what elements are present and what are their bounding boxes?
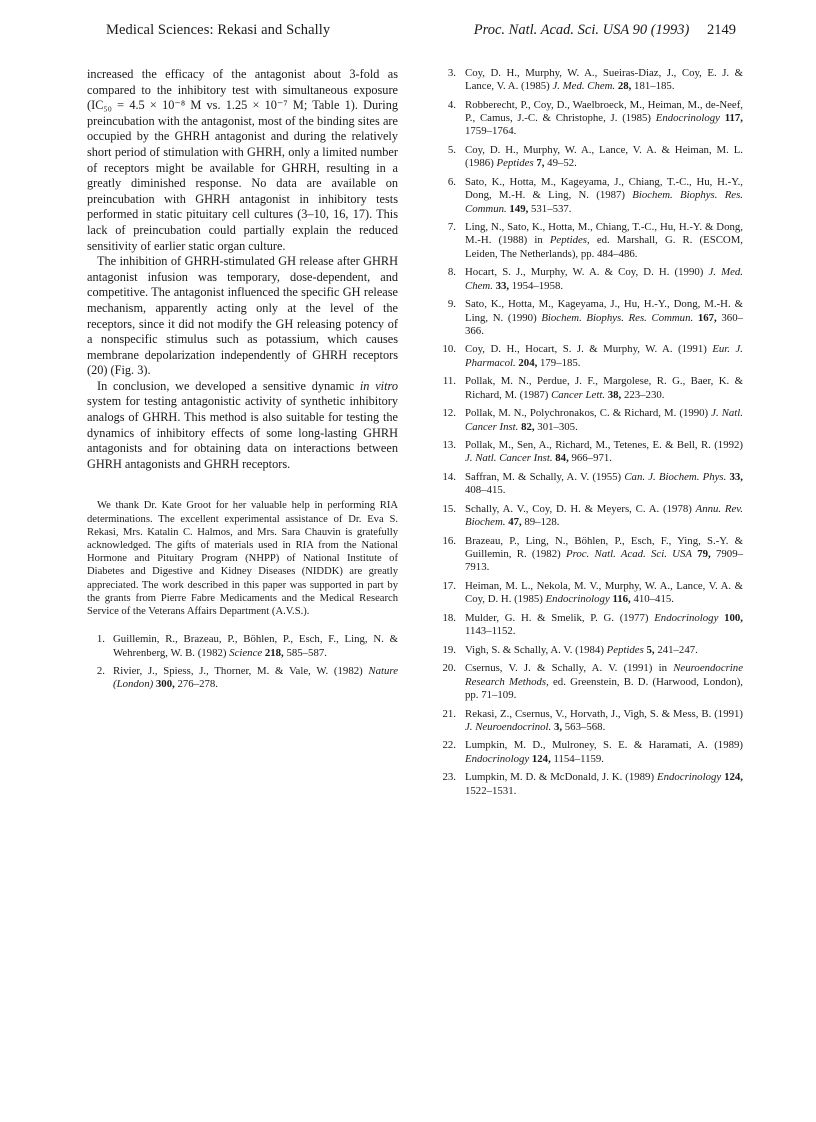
reference-pages: 531–537. <box>528 202 572 215</box>
reference-journal: Endocrinology <box>655 112 720 125</box>
reference-item <box>434 144 743 171</box>
reference-number: 12. <box>442 407 456 420</box>
reference-number: 16. <box>442 534 456 547</box>
reference-item <box>434 708 743 735</box>
reference-number: 11. <box>442 375 456 388</box>
reference-volume: 84, <box>555 452 569 465</box>
reference-pages: ed. Marshall, G. R. (ESCOM, Leiden, The Netherlands), pp. 484–486. <box>465 234 744 260</box>
reference-volume: 79, <box>697 548 711 561</box>
reference-authors: Robberecht, P., Coy, D., Waelbroeck, M., Heiman, M., de-Neef, P., Camus, J.-C. & Christophe, J. (1985) <box>465 98 743 125</box>
reference-number: 18. <box>442 611 456 624</box>
reference-volume: 100, <box>724 611 743 624</box>
reference-journal: J. Natl. Cancer Inst. <box>465 452 553 465</box>
reference-journal: Peptides <box>606 643 644 656</box>
reference-authors: Sato, K., Hotta, M., Kageyama, J., Hu, H.-Y., Dong, M.-H. & Ling, N. (1990) <box>465 298 743 324</box>
reference-journal: Biochem. Biophys. Res. Commun. <box>465 189 743 215</box>
reference-item <box>87 665 398 692</box>
reference-pages: 89–128. <box>521 516 560 529</box>
reference-item <box>87 633 398 660</box>
reference-item <box>434 535 743 575</box>
reference-volume: 7, <box>536 157 545 170</box>
journal-citation <box>474 22 736 39</box>
reference-volume: 33, <box>729 470 743 483</box>
reference-volume: 28, <box>617 80 632 93</box>
reference-journal: Eur. J. Pharmacol. <box>465 343 743 369</box>
reference-number: 6. <box>447 175 456 188</box>
reference-journal: J. Natl. Cancer Inst. <box>465 407 743 433</box>
reference-pages: 966–971. <box>568 452 612 465</box>
reference-number: 23. <box>442 771 456 784</box>
reference-number: 15. <box>442 502 456 515</box>
para3-start: In conclusion, we developed a sensitive dynamic <box>97 378 360 393</box>
reference-authors: Lumpkin, M. D., Mulroney, S. E. & Haramati, A. (1989) <box>465 739 743 752</box>
body-paragraph-1: increased the efficacy of the antagonist about 3-fold as compared to the inhibitory test with simultaneous exposure (IC₅₀ = 4.5 × 10⁻⁸ M vs. 1.25 × 10⁻⁷ M; Table 1). During preincubation with the antagonist, most of the binding sites are occupied by the GHRH antagonist and during the relatively short period of stimulation with GHRH, only a limited number of receptors might be available for GHRH, resulting in a greatly diminished response. No data are available on preincubation with GHRH antagonist in inhibitory tests performed in static pituitary cell cultures (3–10, 16, 17). This lack of preincubation could partially explain the reduced sensitivity of earlier static organ culture. <box>87 67 398 253</box>
reference-pages: 181–185. <box>631 80 675 93</box>
reference-authors: Rivier, J., Spiess, J., Thorner, M. & Vale, W. (1982) <box>113 664 369 677</box>
reference-pages: 410–415. <box>630 593 674 606</box>
reference-authors: Csernus, V. J. & Schally, A. V. (1991) in <box>465 662 674 675</box>
reference-journal: Neuroendocrine Research Methods, <box>465 662 743 688</box>
left-column <box>87 67 398 696</box>
page-number: 2149 <box>707 22 736 38</box>
reference-journal: Cancer Lett. <box>551 388 606 401</box>
reference-volume: 149, <box>509 202 529 215</box>
reference-item <box>434 739 743 766</box>
reference-authors: Vigh, S. & Schally, A. V. (1984) <box>465 643 607 656</box>
reference-pages: 7909–7913. <box>465 548 744 574</box>
reference-item <box>434 407 743 434</box>
reference-journal: Peptides, <box>549 234 590 247</box>
reference-authors: Saffran, M. & Schally, A. V. (1955) <box>465 470 625 483</box>
reference-pages: 563–568. <box>562 720 606 733</box>
reference-item <box>434 471 743 498</box>
running-header <box>86 22 736 42</box>
reference-number: 20. <box>442 662 456 675</box>
reference-volume: 124, <box>724 771 743 784</box>
para3-end: system for testing antagonistic activity of synthetic inhibitory analogs of GHRH. This method is also suitable for testing the dynamics of inhibitory effects of some long-lasting GHRH antagonists and for obtaining data on interactions between GHRH antagonists and GHRH receptors. <box>87 394 398 471</box>
acknowledgment: We thank Dr. Kate Groot for her valuable help in performing RIA determinations. The excellent experimental assistance of Dr. Eva S. Rekasi, Mrs. Katalin C. Halmos, and Mrs. Sara Chauvin is gratefully acknowledged. The gifts of materials used in RIA from the National Hormone and Pituitary Program (NHPP) of National Institute of Diabetes and Digestive and Kidney Diseases (NIDDK) are greatly appreciated. The work described in this paper was supported in part by the grants from Pierre Fabre Medicaments and the Medical Research Service of the Veterans Affairs Department (A.V.S.). <box>87 500 398 618</box>
reference-item <box>434 503 743 530</box>
reference-number: 5. <box>447 144 456 157</box>
reference-authors: Sato, K., Hotta, M., Kageyama, J., Chiang, T.-C., Hu, H.-Y., Dong, M.-H. & Ling, N. (1987) <box>465 175 743 202</box>
reference-pages: 276–278. <box>174 678 218 691</box>
reference-volume: 38, <box>607 388 622 401</box>
reference-authors: Guillemin, R., Brazeau, P., Böhlen, P., Esch, F., Ling, N. & Wehrenberg, W. B. (1982) <box>113 633 398 659</box>
reference-authors: Heiman, M. L., Nekola, M. V., Murphy, W. A., Lance, V. A. & Coy, D. H. (1985) <box>465 579 743 606</box>
reference-pages: 179–185. <box>537 356 581 369</box>
reference-number: 9. <box>447 298 456 311</box>
reference-pages: 1154–1159. <box>550 752 604 765</box>
reference-volume: 82, <box>521 420 535 433</box>
reference-journal: Annu. Rev. Biochem. <box>465 502 743 529</box>
reference-journal: Biochem. Biophys. Res. Commun. <box>541 311 694 324</box>
reference-item <box>434 266 743 293</box>
reference-volume: 167, <box>697 311 717 324</box>
reference-number: 1. <box>96 633 105 646</box>
reference-journal: Peptides <box>496 157 534 170</box>
reference-item <box>434 662 743 702</box>
reference-authors: Pollak, M. N., Polychronakos, C. & Richard, M. (1990) <box>465 407 712 420</box>
reference-item <box>434 67 743 94</box>
reference-number: 10. <box>442 343 456 356</box>
para3-italic: in vitro <box>359 378 398 393</box>
reference-number: 17. <box>442 579 456 592</box>
reference-number: 7. <box>447 221 456 234</box>
reference-volume: 47, <box>508 516 522 529</box>
reference-item <box>434 221 743 261</box>
reference-pages: 1143–1152. <box>465 625 516 638</box>
reference-authors: Schally, A. V., Coy, D. H. & Meyers, C. A. (1978) <box>465 502 696 515</box>
reference-volume: 33, <box>495 279 510 292</box>
reference-volume: 124, <box>531 752 551 765</box>
reference-journal: Can. J. Biochem. Phys. <box>624 470 727 483</box>
reference-journal: J. Med. Chem. <box>465 266 743 292</box>
body-paragraph-2: The inhibition of GHRH-stimulated GH release after GHRH antagonist infusion was temporary, dose-dependent, and competitive. The antagonist influenced the specific GH release mechanism, apparently acting only at the level of the receptors, since it did not modify the GH releasing potency of a nonspecific stimulus such as potassium, which causes membrane depolarization independently of GHRH receptors (20) (Fig. 3). <box>87 254 398 378</box>
reference-pages: 408–415. <box>465 484 506 497</box>
reference-number: 19. <box>442 643 456 656</box>
reference-item <box>434 644 743 657</box>
reference-number: 8. <box>447 266 456 279</box>
reference-journal: Endocrinology <box>656 771 722 784</box>
reference-item <box>434 343 743 370</box>
reference-authors: Rekasi, Z., Csernus, V., Horvath, J., Vigh, S. & Mess, B. (1991) <box>465 707 743 720</box>
reference-list-left <box>87 633 398 691</box>
reference-item <box>434 375 743 402</box>
reference-pages: ed. Greenstein, B. D. (Harwood, London), pp. 71–109. <box>465 675 743 701</box>
reference-item <box>434 439 743 466</box>
section-and-authors: Medical Sciences: Rekasi and Schally <box>106 22 331 38</box>
reference-authors: Pollak, M., Sen, A., Richard, M., Tetenes, E. & Bell, R. (1992) <box>465 439 743 452</box>
body-paragraph-3 <box>87 379 398 473</box>
reference-item <box>434 99 743 139</box>
reference-journal: Nature (London) <box>113 664 398 691</box>
reference-pages: 223–230. <box>621 388 665 401</box>
reference-authors: Hocart, S. J., Murphy, W. A. & Coy, D. H. (1990) <box>465 266 709 279</box>
reference-authors: Lumpkin, M. D. & McDonald, J. K. (1989) <box>465 771 657 784</box>
right-column <box>434 67 743 803</box>
reference-journal: Endocrinology <box>465 752 530 765</box>
reference-item <box>434 298 743 338</box>
reference-volume: 5, <box>646 643 655 656</box>
reference-journal: Science <box>229 646 263 659</box>
reference-volume: 218, <box>264 646 284 659</box>
reference-number: 2. <box>96 664 105 677</box>
reference-authors: Coy, D. H., Murphy, W. A., Lance, V. A. & Heiman, M. L. (1986) <box>465 144 743 170</box>
reference-list-right <box>434 67 743 798</box>
reference-item <box>434 771 743 798</box>
reference-number: 4. <box>447 98 456 111</box>
reference-number: 22. <box>442 739 456 752</box>
reference-volume: 3, <box>553 720 563 733</box>
reference-item <box>434 176 743 216</box>
reference-journal: Endocrinology <box>654 611 719 624</box>
reference-number: 14. <box>442 470 456 483</box>
reference-item <box>434 580 743 607</box>
reference-number: 3. <box>447 67 456 79</box>
reference-journal: J. Neuroendocrinol. <box>465 720 552 733</box>
reference-authors: Coy, D. H., Hocart, S. J. & Murphy, W. A. (1991) <box>465 343 713 356</box>
reference-pages: 1954–1958. <box>509 279 564 292</box>
reference-pages: 360–366. <box>465 311 743 337</box>
reference-authors: Ling, N., Sato, K., Hotta, M., Chiang, T.-C., Hu, H.-Y. & Dong, M.-H. (1988) in <box>465 221 743 247</box>
reference-pages: 1522–1531. <box>465 784 517 797</box>
reference-volume: 116, <box>612 593 631 606</box>
reference-authors: Coy, D. H., Murphy, W. A., Sueiras-Diaz, J., Coy, E. J. & Lance, V. A. (1985) <box>465 67 743 93</box>
reference-pages: 301–305. <box>534 420 578 433</box>
reference-pages: 585–587. <box>283 646 327 659</box>
reference-pages: 49–52. <box>544 157 577 170</box>
reference-volume: 204, <box>518 356 538 369</box>
reference-authors: Brazeau, P., Ling, N., Böhlen, P., Esch, F., Ying, S.-Y. & Guillemin, R. (1982) <box>465 534 743 561</box>
reference-journal: Proc. Natl. Acad. Sci. USA <box>565 548 692 561</box>
reference-number: 21. <box>442 707 456 720</box>
reference-volume: 300, <box>155 678 175 691</box>
reference-volume: 117, <box>724 112 744 125</box>
reference-authors: Pollak, M. N., Perdue, J. F., Margolese, R. G., Baer, K. & Richard, M. (1987) <box>465 375 743 401</box>
reference-authors: Mulder, G. H. & Smelik, P. G. (1977) <box>465 611 655 624</box>
reference-item <box>434 612 743 639</box>
reference-journal: Endocrinology <box>545 593 610 606</box>
reference-journal: J. Med. Chem. <box>552 80 616 93</box>
reference-pages: 1759–1764. <box>465 125 517 138</box>
journal-name: Proc. Natl. Acad. Sci. USA 90 (1993) <box>473 22 690 38</box>
reference-number: 13. <box>442 439 456 452</box>
reference-pages: 241–247. <box>654 643 698 656</box>
